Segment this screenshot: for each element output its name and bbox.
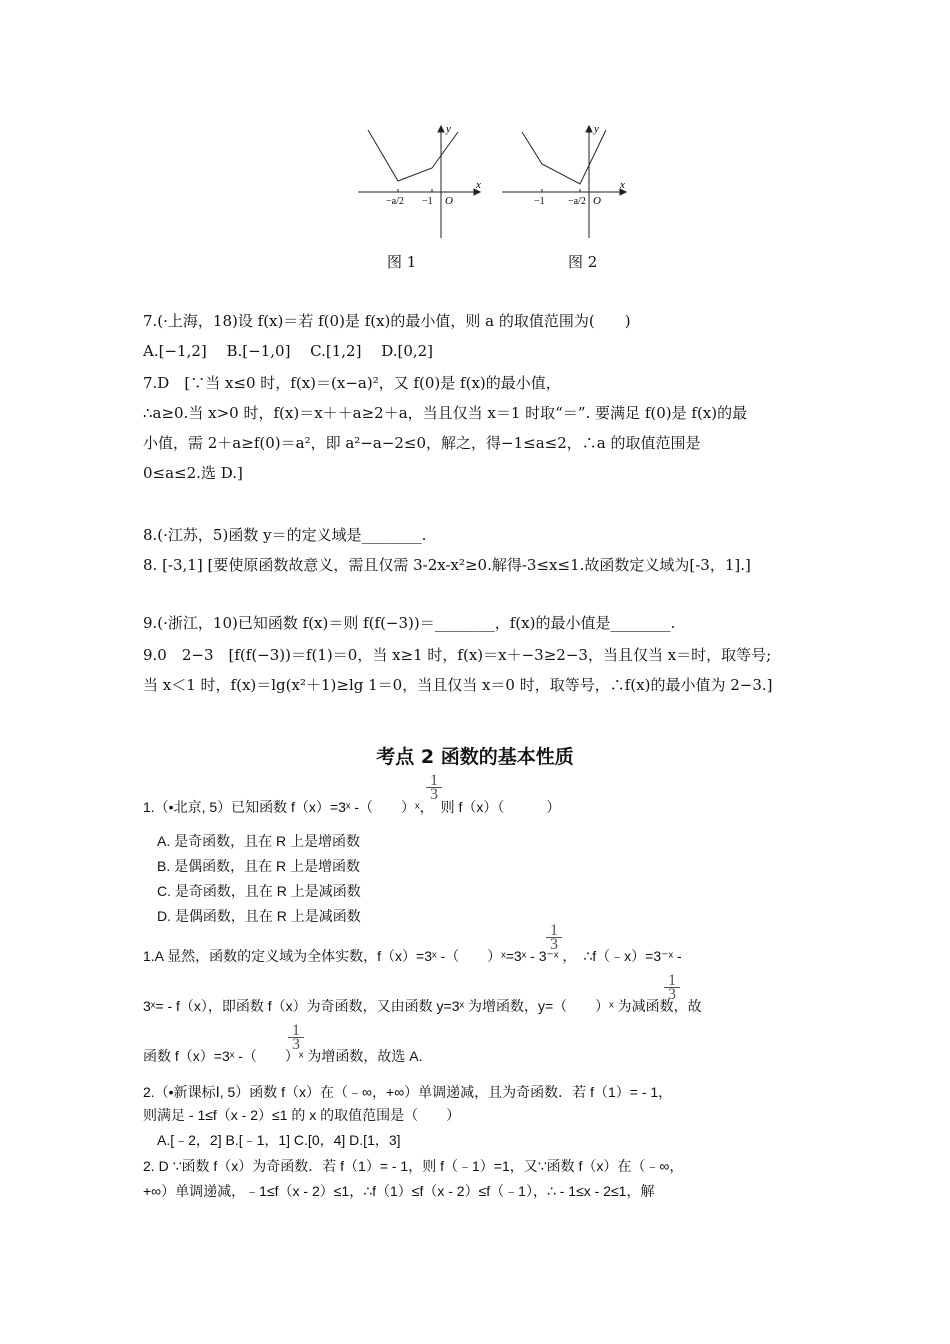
b-question-1-option-d: D. 是偶函数，且在 R 上是减函数: [157, 908, 361, 924]
answer-7-line-1: 7.D [∵当 x≤0 时，f(x)＝(x−a)²，又 f(0)是 f(x)的最小值，: [143, 374, 561, 392]
fig2-origin: O: [593, 195, 601, 207]
fraction-numerator: 1: [426, 774, 442, 788]
b-answer-2-line-2: +∞）单调递减，﹣1≤f（x - 2）≤1，∴f（1）≤f（x - 2）≤f（﹣1），∴ - 1≤x - 2≤1，解: [143, 1183, 655, 1199]
fig1-y-label: y: [446, 123, 451, 135]
answer-8: 8. [-3,1] [要使原函数故意义，需且仅需 3-2x-x²≥0.解得-3≤x≤1.故函数定义域为[-3，1].]: [143, 556, 751, 574]
b-question-1-option-a: A. 是奇函数，且在 R 上是增函数: [157, 833, 361, 849]
fig1-origin: O: [445, 195, 453, 207]
figure-1-caption: 图 1: [387, 253, 417, 271]
fraction-denominator: 3: [292, 1036, 300, 1053]
fraction-one-third: [546, 924, 562, 951]
b-question-2-line-2: 则满足 - 1≤f（x - 2）≤1 的 x 的取值范围是（ ）: [143, 1107, 461, 1123]
answer-7-line-3: 小值，需 2＋a≥f(0)＝a²，即 a²−a−2≤0，解之，得−1≤a≤2，∴a 的取值范围是: [143, 434, 701, 452]
answer-9-line-1: 9.0 2−3 [f(f(−3))＝f(1)＝0，当 x≥1 时，f(x)＝x＋−3≥2−3，当且仅当 x＝时，取等号;: [143, 646, 772, 664]
fig1-tick-1: −1: [422, 196, 433, 207]
b-question-1-option-c: C. 是奇函数，且在 R 上是减函数: [157, 883, 361, 899]
fig2-x-label: x: [620, 179, 625, 191]
figure-2-graph: [502, 126, 626, 238]
section-heading: 考点 2 函数的基本性质: [376, 746, 574, 768]
fig2-tick-a: −a/2: [568, 196, 586, 207]
b-question-1: 1.（•北京, 5）已知函数 f（x）=3ˣ -（ ）ˣ， 则 f（x）（ ）: [143, 799, 561, 815]
b-question-2-options: A.[﹣2，2] B.[﹣1，1] C.[0，4] D.[1，3]: [157, 1132, 401, 1148]
figure-group: [350, 118, 640, 278]
b-question-2-line-1: 2.（•新课标Ⅰ, 5）函数 f（x）在（﹣∞，+∞）单调递减，且为奇函数．若 f（1）= - 1，: [143, 1084, 673, 1100]
question-9: 9.(·浙江，10)已知函数 f(x)＝则 f(f(−3))＝________，f(x)的最小值是________.: [143, 614, 676, 632]
fraction-one-third: [288, 1024, 304, 1051]
answer-9-line-2: 当 x＜1 时，f(x)＝lg(x²＋1)≥lg 1＝0，当且仅当 x＝0 时，取等号，∴f(x)的最小值为 2−3.]: [143, 676, 773, 694]
fraction-numerator: 1: [288, 1024, 304, 1038]
figure-2-caption: 图 2: [568, 253, 598, 271]
fraction-denominator: 3: [430, 786, 438, 803]
fig2-y-label: y: [594, 123, 599, 135]
b-question-1-option-b: B. 是偶函数，且在 R 上是增函数: [157, 858, 361, 874]
fraction-numerator: 1: [546, 924, 562, 938]
fraction-denominator: 3: [668, 986, 676, 1003]
fig1-tick-a: −a/2: [386, 196, 404, 207]
question-7-options: A.[−1,2] B.[−1,0] C.[1,2] D.[0,2]: [143, 342, 434, 360]
b-answer-2-line-1: 2. D ∵函数 f（x）为奇函数．若 f（1）= - 1，则 f（﹣1）=1，又∵函数 f（x）在（﹣∞，: [143, 1158, 684, 1174]
fraction-numerator: 1: [664, 974, 680, 988]
fraction-denominator: 3: [550, 936, 558, 953]
fraction-one-third: [664, 974, 680, 1001]
b-answer-1-line-2: 3ˣ= - f（x），即函数 f（x）为奇函数，又由函数 y=3ˣ 为增函数，y=（ ）ˣ 为减函数，故: [143, 998, 702, 1014]
question-7: 7.(·上海，18)设 f(x)＝若 f(0)是 f(x)的最小值，则 a 的取值范围为( ): [143, 312, 631, 330]
b-answer-1-line-3: 函数 f（x）=3ˣ -（ ）ˣ 为增函数，故选 A.: [143, 1048, 423, 1064]
b-answer-1-line-1: 1.A 显然，函数的定义域为全体实数，f（x）=3ˣ -（ ）ˣ=3ˣ - 3⁻ˣ ， ∴f（﹣x）=3⁻ˣ -: [143, 948, 682, 964]
answer-7-line-2: ∴a≥0.当 x>0 时，f(x)＝x＋＋a≥2＋a，当且仅当 x＝1 时取“＝”. 要满足 f(0)是 f(x)的最: [143, 404, 748, 422]
fig1-x-label: x: [476, 179, 481, 191]
question-8: 8.(·江苏，5)函数 y＝的定义域是________.: [143, 526, 427, 544]
fraction-one-third: [426, 774, 442, 801]
fig2-tick-1: −1: [534, 196, 545, 207]
answer-7-line-4: 0≤a≤2.选 D.]: [143, 464, 243, 482]
figure-1-graph: [358, 126, 480, 238]
